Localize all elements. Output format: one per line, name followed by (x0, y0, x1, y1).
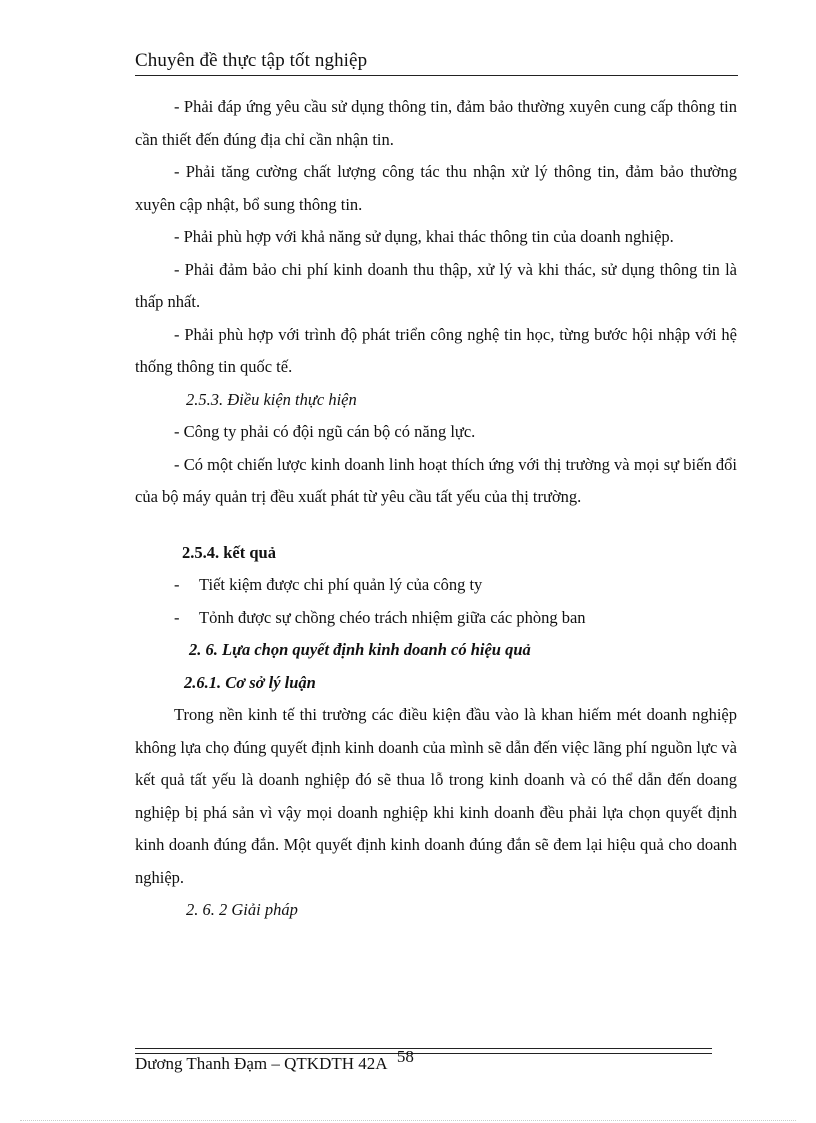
paragraph: - Có một chiến lược kinh doanh linh hoạt thích ứng với thị trường và mọi sự biến đổi của bộ máy quản trị đều xuất phát từ yêu cầu tất yếu của thị trường. (135, 454, 737, 506)
paragraph: - Phải đảm bảo chi phí kinh doanh thu thập, xử lý và khi thác, sử dụng thông tin là thấp nhất. (135, 259, 737, 311)
page-footer (135, 1047, 414, 1074)
section-heading-2-6-1: 2.6.1. Cơ sở lý luận (184, 672, 316, 692)
list-item (174, 569, 737, 602)
page-body (135, 91, 737, 927)
page-header: Chuyên đề thực tập tốt nghiệp (135, 50, 738, 76)
paragraph: Trong nền kinh tế thi trường các điều kiện đầu vào là khan hiếm mét doanh nghiệp không lựa chọ đúng quyết định kinh doanh của mình sẽ dẫn đến việc lãng phí nguồn lực và kết quả tất yếu là doanh nghiệp đó sẽ thua lỗ trong kinh doanh và có thể dẫn đến doang nghiệp bị phá sản vì vậy mọi doanh nghiệp khi kinh doanh đều phải lựa chọn quyết định kinh doanh đúng đắn. Một quyết định kinh doanh đúng đắn sẽ đem lại hiệu quả cho doanh nghiệp. (135, 705, 737, 887)
section-heading-2-6: 2. 6. Lựa chọn quyết định kinh doanh có hiệu quả (189, 640, 531, 659)
bullet-dash: - (174, 575, 180, 594)
paragraph: - Phải phù hợp với trình độ phát triển công nghệ tin học, từng bước hội nhập với hệ thống thông tin quốc tế. (135, 324, 737, 376)
paragraph: - Công ty phải có đội ngũ cán bộ có năng lực. (174, 422, 476, 441)
section-heading-2-6-2: 2. 6. 2 Giải pháp (186, 900, 298, 919)
paragraph: - Phải đáp ứng yêu cầu sử dụng thông tin, đảm bảo thường xuyên cung cấp thông tin cần thiết đến đúng địa chỉ cần nhận tin. (135, 97, 737, 149)
list-item (174, 602, 737, 635)
list-item-text: Tỏnh được sự chồng chéo trách nhiệm giữa các phòng ban (199, 607, 586, 627)
bullet-dash: - (174, 607, 180, 627)
spacer (135, 514, 737, 537)
footer-author: Dương Thanh Đạm – QTKDTH 42A (135, 1054, 387, 1073)
paragraph: - Phải tăng cường chất lượng công tác thu nhận xử lý thông tin, đảm bảo thường xuyên cập nhật, bổ sung thông tin. (135, 162, 737, 214)
page-edge-dotted-line (20, 1120, 796, 1121)
section-heading-2-5-4: 2.5.4. kết quả (182, 542, 276, 562)
list-item-text: Tiết kiệm được chi phí quản lý của công ty (199, 575, 483, 594)
page-number: 58 (396, 1047, 414, 1066)
section-heading-2-5-3: 2.5.3. Điều kiện thực hiện (186, 389, 357, 409)
paragraph: - Phải phù hợp với khả năng sử dụng, khai thác thông tin của doanh nghiệp. (174, 227, 674, 246)
